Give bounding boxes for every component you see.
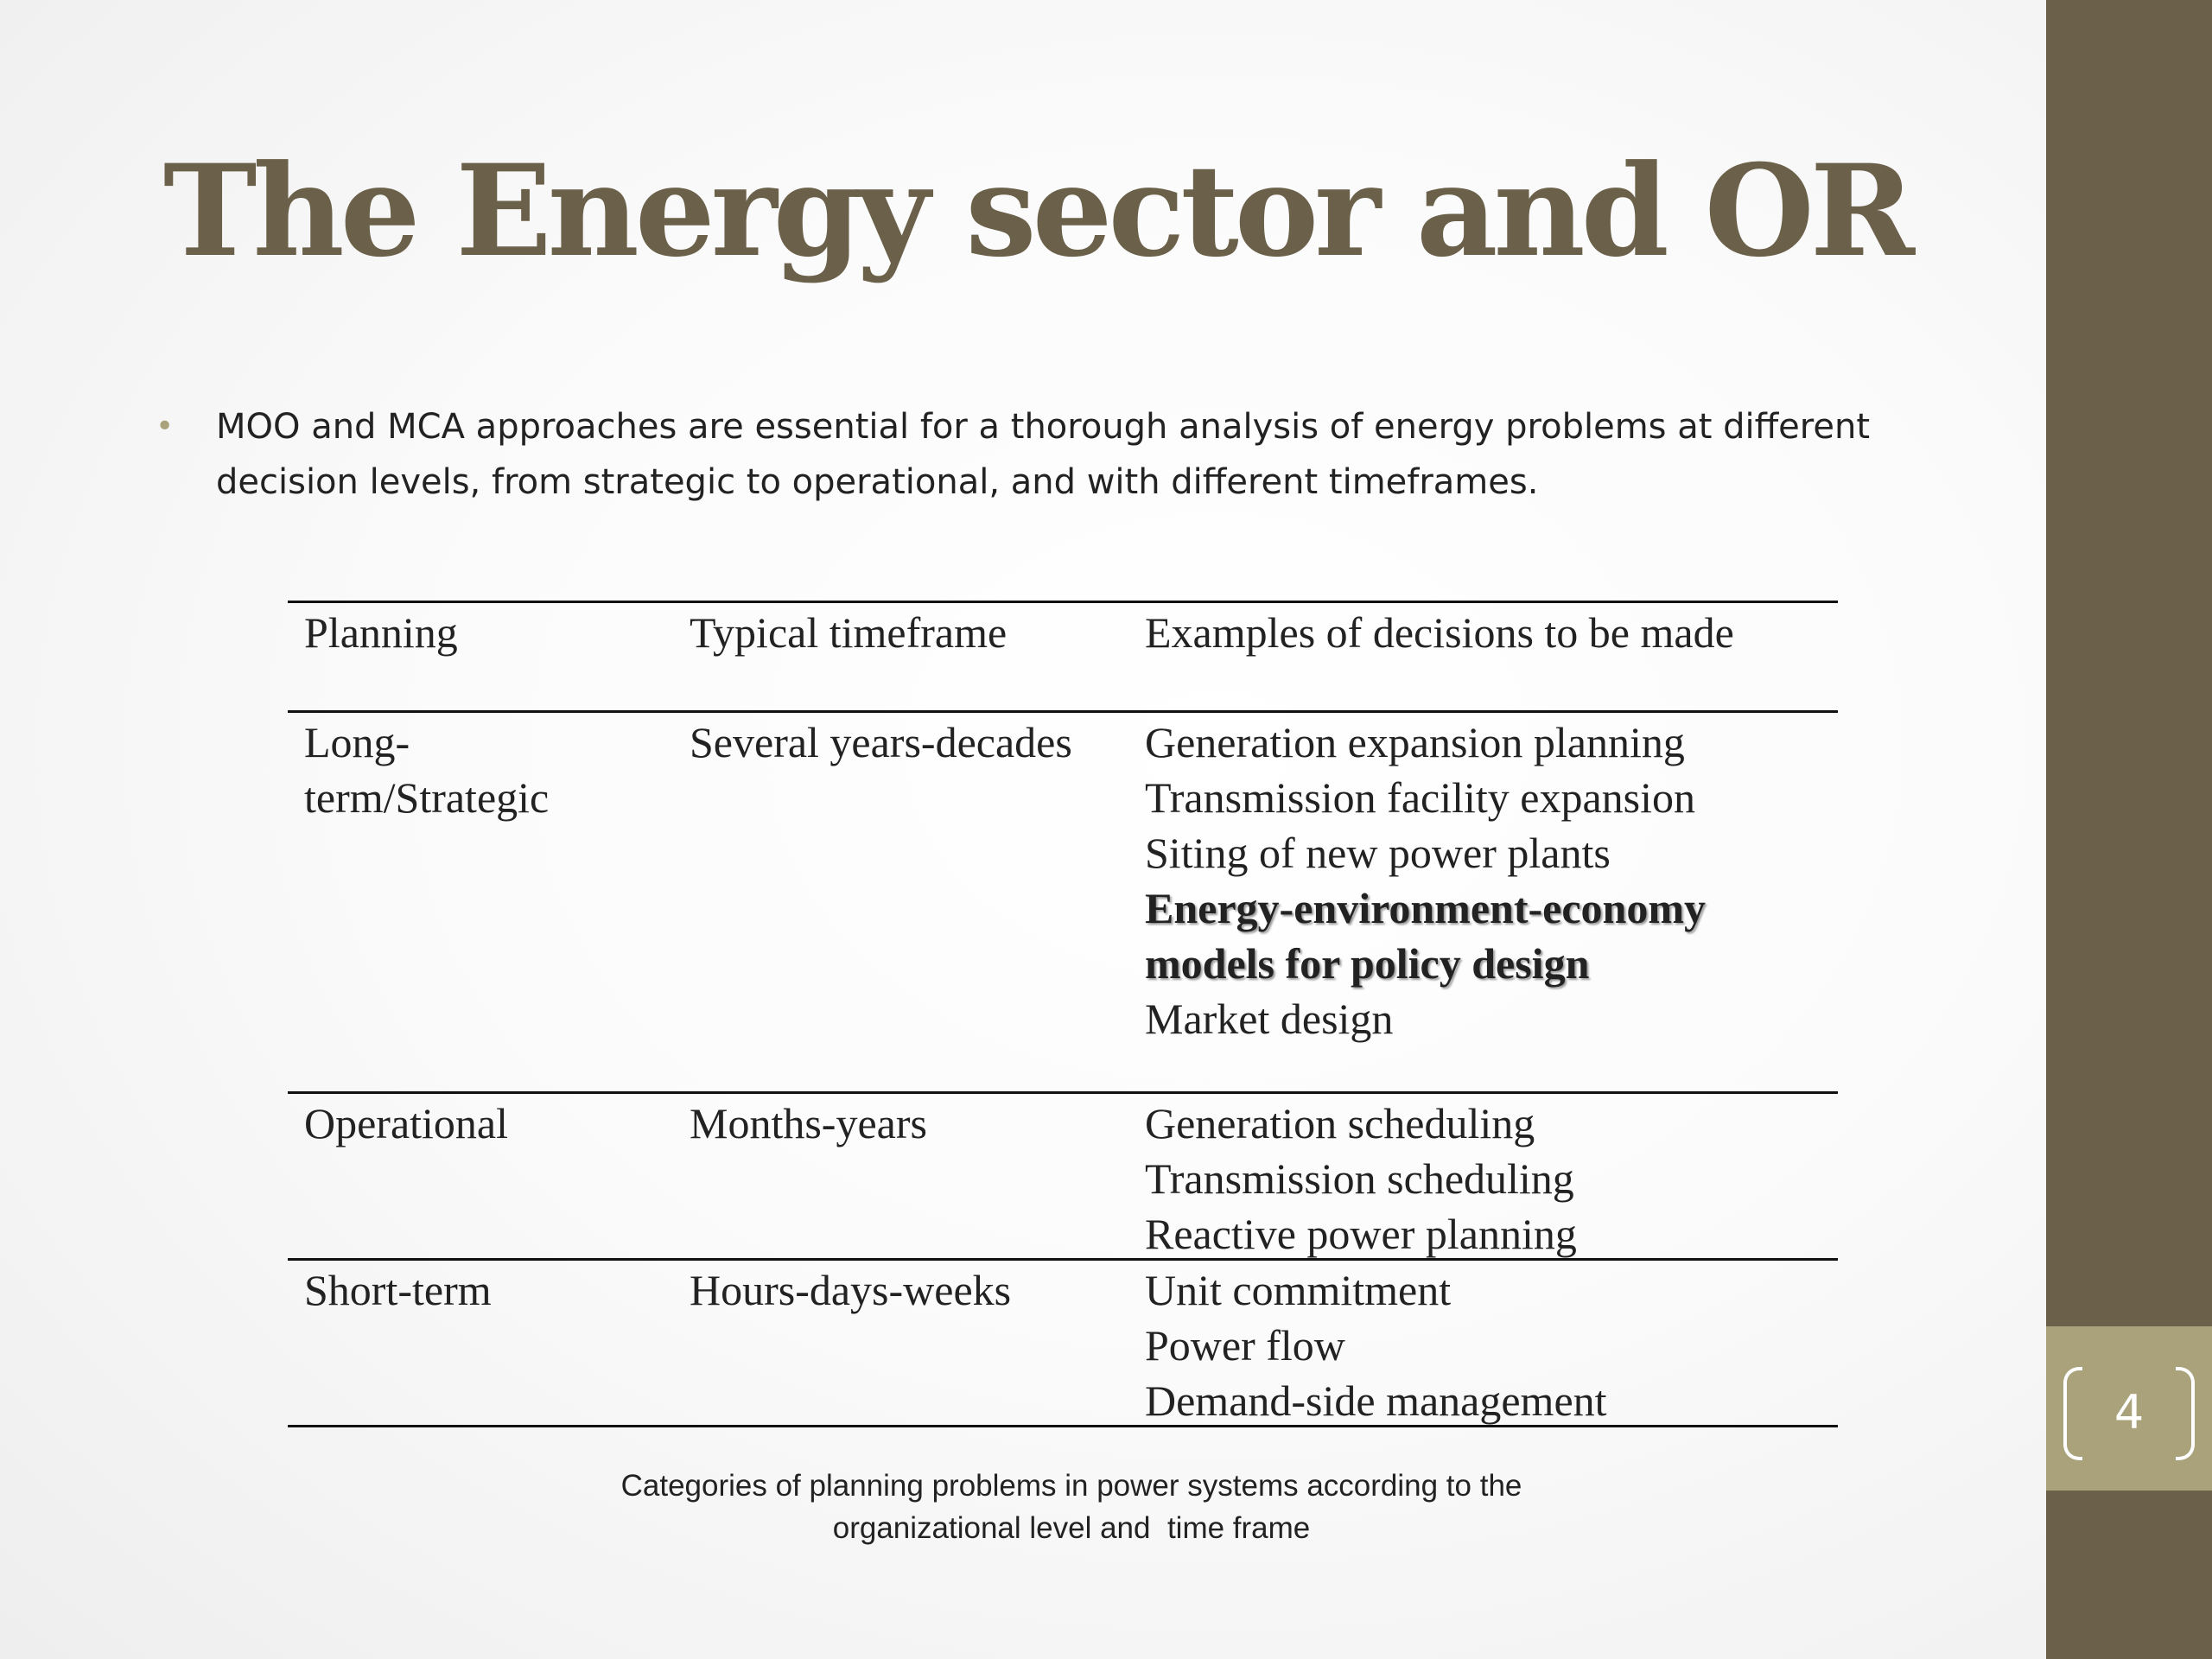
header-timeframe: Typical timeframe xyxy=(690,608,1007,657)
right-bracket-icon xyxy=(2176,1367,2195,1460)
example-item: Transmission scheduling xyxy=(1145,1154,1574,1203)
table-top-rule xyxy=(288,601,1838,603)
header-examples: Examples of decisions to be made xyxy=(1145,608,1734,657)
bullet-dot-icon: • xyxy=(156,409,175,444)
slide-title: The Energy sector and OR xyxy=(162,137,1911,285)
caption-line: organizational level and time frame xyxy=(832,1511,1311,1545)
header-rule xyxy=(288,710,1838,713)
example-item: Reactive power planning xyxy=(1145,1210,1577,1258)
row-rule xyxy=(288,1091,1838,1094)
table-bottom-rule xyxy=(288,1425,1838,1427)
timeframe-cell: Months-years xyxy=(690,1099,927,1147)
example-item: Unit commitment xyxy=(1145,1266,1452,1314)
planning-cell-line: Short-term xyxy=(304,1266,492,1314)
planning-cell-line: Operational xyxy=(304,1099,509,1147)
example-item: Demand-side management xyxy=(1145,1376,1607,1425)
timeframe-cell: Hours-days-weeks xyxy=(690,1266,1012,1314)
example-item-bold: models for policy design xyxy=(1145,939,1590,988)
example-item: Generation expansion planning xyxy=(1145,718,1685,766)
caption-line: Categories of planning problems in power systems according to the xyxy=(620,1469,1522,1503)
page-number: 4 xyxy=(2113,1385,2145,1440)
planning-cell-line: Long- xyxy=(304,718,410,766)
example-item: Generation scheduling xyxy=(1145,1099,1535,1147)
timeframe-cell: Several years-decades xyxy=(690,718,1072,766)
example-item: Transmission facility expansion xyxy=(1145,773,1696,822)
planning-cell-line: term/Strategic xyxy=(304,773,550,822)
row-rule xyxy=(288,1258,1838,1261)
table-caption xyxy=(462,1465,1681,1549)
left-bracket-icon xyxy=(2063,1367,2082,1460)
example-item: Power flow xyxy=(1145,1321,1345,1370)
example-item-bold: Energy-environment-economy xyxy=(1145,884,1706,932)
bullet-text: MOO and MCA approaches are essential for a thorough analysis of energy problems at different decision levels, from strategic to operational, and with different timeframes. xyxy=(216,407,1871,502)
header-planning: Planning xyxy=(304,608,458,657)
example-item: Market design xyxy=(1145,995,1394,1043)
example-item: Siting of new power plants xyxy=(1145,829,1611,877)
